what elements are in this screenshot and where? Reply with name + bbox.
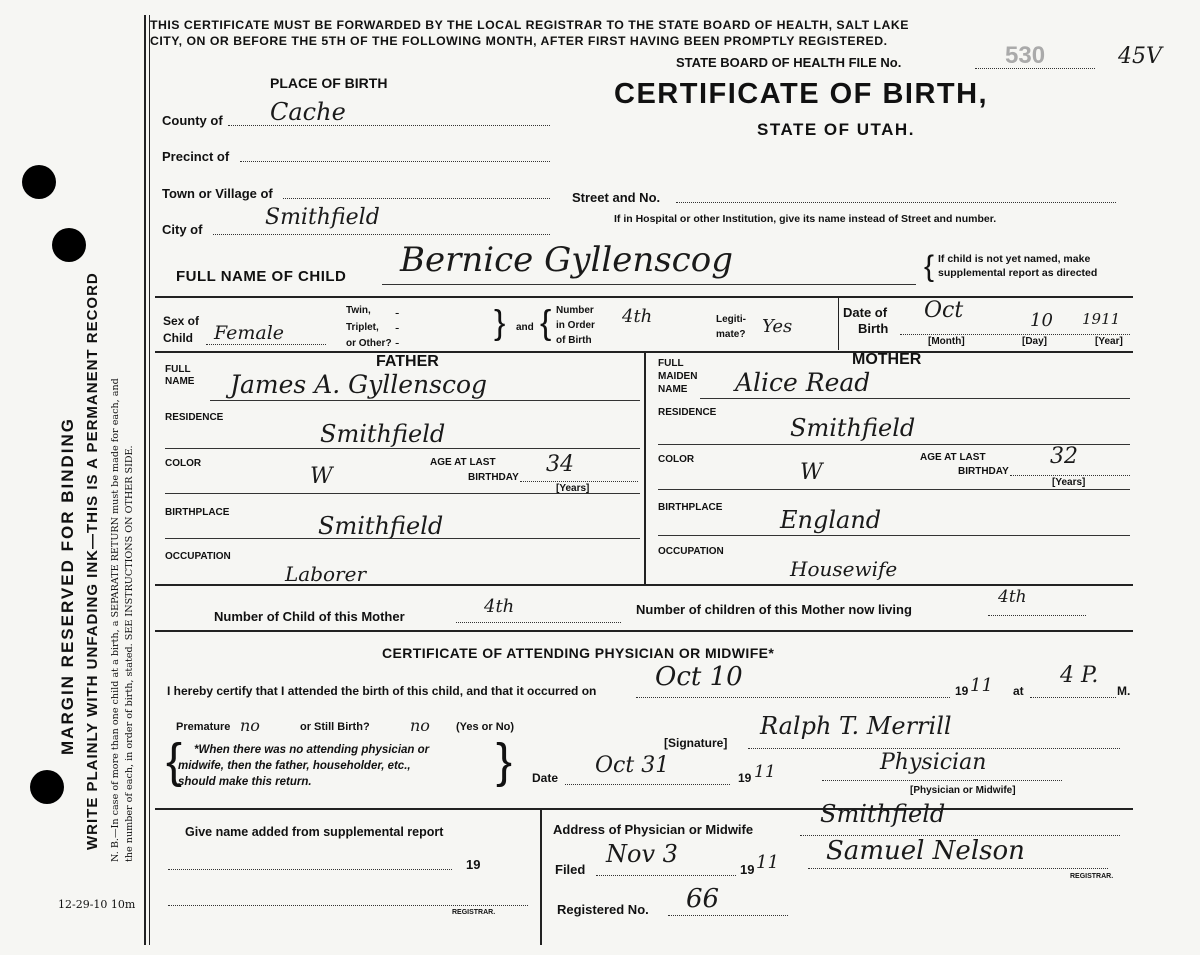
unnamed-bracket: {	[924, 250, 935, 283]
living-label: Number of children of this Mother now living	[636, 602, 912, 617]
margin-nb-line1: N. B.—In case of more than one child at a birth, a SEPARATE RETURN must be made for each, and	[110, 378, 121, 862]
date-signed-year-prefix: 19	[738, 771, 752, 785]
father-residence-value: Smithfield	[320, 420, 446, 448]
mother-birthplace-value: England	[780, 506, 882, 534]
town-label: Town or Village of	[162, 186, 273, 201]
occurred-date-line	[636, 697, 950, 698]
certificate-subtitle: STATE OF UTAH.	[757, 120, 915, 139]
child-name-line	[382, 284, 916, 285]
mother-age-line	[1010, 475, 1130, 476]
mother-name-label-3: NAME	[658, 384, 688, 395]
date-signed-line	[565, 784, 730, 785]
note-bracket-left: {	[166, 735, 183, 788]
mother-occupation-label: OCCUPATION	[658, 546, 724, 557]
county-value: Cache	[270, 98, 346, 126]
date-divider	[838, 298, 839, 350]
mother-color-line	[658, 489, 1130, 490]
stillbirth-label: or Still Birth?	[300, 721, 370, 733]
mother-birthplace-label: BIRTHPLACE	[658, 502, 723, 513]
form-code: 12-29-10 10m	[58, 898, 136, 911]
order-label-3: of Birth	[556, 335, 592, 346]
mother-occupation-value: Housewife	[790, 557, 898, 581]
father-years-caption: [Years]	[556, 483, 590, 494]
father-name-line	[210, 400, 640, 401]
street-line	[676, 202, 1116, 203]
legit-label-1: Legiti-	[716, 314, 746, 325]
twin-label-3: or Other?	[346, 338, 392, 349]
county-label: County of	[162, 113, 223, 128]
father-age-label-2: BIRTHDAY	[468, 472, 519, 483]
place-heading: PLACE OF BIRTH	[270, 75, 388, 91]
row-divider-counts	[155, 584, 1133, 586]
precinct-line	[240, 161, 550, 162]
date-label-1: Date of	[843, 305, 888, 320]
father-heading: FATHER	[376, 353, 439, 370]
note-bracket-right: }	[496, 735, 513, 788]
mother-name-label-1: FULL	[658, 358, 684, 369]
twin-dashes: - - -	[395, 305, 400, 350]
registrar-caption: REGISTRAR.	[1070, 873, 1114, 880]
physician-title-line	[822, 780, 1062, 781]
twin-label-1: Twin,	[346, 305, 371, 316]
supplemental-registrar-line	[168, 905, 528, 906]
m-label: M.	[1117, 684, 1131, 698]
living-value: 4th	[998, 587, 1027, 607]
sex-label-2: Child	[163, 331, 193, 345]
note-line-3: should make this return.	[178, 776, 312, 788]
sex-line	[206, 344, 326, 345]
hospital-note: If in Hospital or other Institution, give its name instead of Street and number.	[614, 213, 997, 225]
mother-color-value: W	[800, 460, 823, 485]
time-value: 4 P.	[1060, 663, 1099, 688]
row-divider-physician	[155, 630, 1133, 632]
father-color-line	[165, 493, 640, 494]
row-divider-filing	[155, 808, 1133, 810]
address-value: Smithfield	[820, 800, 946, 828]
town-line	[283, 198, 550, 199]
note-line-2: midwife, then the father, householder, etc.,	[178, 760, 411, 772]
margin-nb-line2: the number of each, in order of birth, stated. SEE INSTRUCTIONS ON OTHER SIDE.	[124, 445, 135, 862]
mother-name-value: Alice Read	[735, 368, 871, 397]
birth-day: 10	[1030, 310, 1053, 331]
birth-year: 1911	[1082, 310, 1121, 328]
mother-age-label-2: BIRTHDAY	[958, 466, 1009, 477]
twin-label-2: Triplet,	[346, 322, 379, 333]
year-caption: [Year]	[1095, 336, 1123, 347]
and-label: and	[516, 322, 534, 333]
legit-label-2: mate?	[716, 329, 746, 340]
file-no-value: 530	[1005, 42, 1046, 69]
living-line	[988, 615, 1086, 616]
father-age-line	[520, 481, 638, 482]
form-left-border	[144, 15, 146, 945]
street-label: Street and No.	[572, 190, 661, 205]
supplemental-registrar-caption: REGISTRAR.	[452, 909, 496, 916]
filed-year-prefix: 19	[740, 862, 755, 877]
father-color-label: COLOR	[165, 458, 202, 469]
unnamed-note-1: If child is not yet named, make	[938, 253, 1091, 265]
father-birthplace-label: BIRTHPLACE	[165, 507, 230, 518]
child-number-line	[456, 622, 621, 623]
registrar-signature: Samuel Nelson	[826, 836, 1025, 866]
order-label-1: Number	[556, 305, 594, 316]
mother-name-label-2: MAIDEN	[658, 371, 698, 382]
address-label: Address of Physician or Midwife	[553, 822, 754, 837]
city-value: Smithfield	[265, 205, 380, 230]
occurred-year-prefix: 19	[955, 684, 969, 698]
sex-value: Female	[214, 322, 285, 344]
father-occupation-label: OCCUPATION	[165, 551, 231, 562]
date-signed-year-value: 11	[754, 762, 776, 782]
registered-no-value: 66	[686, 884, 720, 914]
mother-age-value: 32	[1050, 444, 1078, 469]
signature-value: Ralph T. Merrill	[760, 712, 952, 740]
twin-bracket: }	[494, 304, 506, 342]
father-residence-label: RESIDENCE	[165, 412, 224, 423]
supplemental-label: Give name added from supplemental report	[185, 825, 444, 839]
yesno-label: (Yes or No)	[456, 721, 515, 733]
date-line	[900, 334, 1130, 335]
filed-value: Nov 3	[606, 840, 678, 868]
premature-label: Premature	[176, 721, 231, 733]
father-name-label-1: FULL	[165, 364, 191, 375]
order-value: 4th	[622, 306, 653, 327]
physician-title-value: Physician	[880, 750, 987, 775]
father-occupation-value: Laborer	[285, 562, 367, 586]
unnamed-note-2: supplemental report as directed	[938, 267, 1098, 279]
physician-heading: CERTIFICATE OF ATTENDING PHYSICIAN OR MIDWIFE*	[382, 645, 775, 661]
filed-year-value: 11	[756, 852, 779, 873]
margin-reserved-text: MARGIN RESERVED FOR BINDING	[58, 417, 77, 755]
at-label: at	[1013, 684, 1024, 698]
child-number-label: Number of Child of this Mother	[214, 609, 405, 624]
birth-month: Oct	[924, 298, 964, 323]
supplemental-year: 19	[466, 857, 481, 872]
certificate-title: CERTIFICATE OF BIRTH,	[614, 78, 989, 110]
father-birthplace-value: Smithfield	[318, 512, 444, 540]
stillbirth-value: no	[410, 716, 430, 735]
note-line-1: *When there was no attending physician or	[194, 744, 430, 756]
mother-years-caption: [Years]	[1052, 477, 1086, 488]
precinct-label: Precinct of	[162, 149, 230, 164]
time-line	[1030, 697, 1116, 698]
supplemental-line	[168, 869, 452, 870]
filing-divider	[540, 808, 542, 945]
premature-value: no	[240, 716, 260, 735]
month-caption: [Month]	[928, 336, 965, 347]
child-number-value: 4th	[484, 596, 515, 617]
date-signed-value: Oct 31	[595, 753, 670, 778]
order-label-2: in Order	[556, 320, 595, 331]
signature-line	[748, 748, 1120, 749]
father-color-value: W	[310, 464, 333, 489]
mother-color-label: COLOR	[658, 454, 695, 465]
date-signed-label: Date	[532, 771, 559, 785]
mother-residence-label: RESIDENCE	[658, 407, 717, 418]
order-bracket: {	[540, 304, 552, 342]
child-name-value: Bernice Gyllenscog	[400, 240, 733, 280]
city-label: City of	[162, 222, 203, 237]
margin-ink-text: WRITE PLAINLY WITH UNFADING INK—THIS IS A PERMANENT RECORD	[84, 272, 101, 850]
form-left-border-inner	[149, 15, 150, 945]
city-line	[213, 234, 550, 235]
day-caption: [Day]	[1022, 336, 1048, 347]
binding-hole-top	[22, 165, 56, 199]
occurred-year-value: 11	[970, 675, 993, 696]
father-name-label-2: NAME	[165, 376, 195, 387]
mother-heading: MOTHER	[852, 351, 922, 368]
legit-value: Yes	[762, 316, 793, 337]
binding-hole-middle	[52, 228, 86, 262]
certify-text: I hereby certify that I attended the birth of this child, and that it occurred on	[167, 684, 597, 698]
row-divider-top	[155, 296, 1133, 298]
date-label-2: Birth	[858, 321, 889, 336]
father-age-label-1: AGE AT LAST	[430, 457, 496, 468]
physician-title-caption: [Physician or Midwife]	[910, 785, 1016, 796]
child-name-label: FULL NAME OF CHILD	[176, 268, 347, 285]
father-residence-line	[165, 448, 640, 449]
occurred-date-value: Oct 10	[655, 662, 743, 692]
filed-label: Filed	[555, 862, 586, 877]
header-notice-line2: CITY, ON OR BEFORE THE 5TH OF THE FOLLOWING MONTH, AFTER FIRST HAVING BEEN PROMPTLY REGISTERED.	[150, 34, 888, 48]
father-age-value: 34	[546, 452, 574, 477]
parents-divider	[644, 352, 646, 584]
header-notice-line1: THIS CERTIFICATE MUST BE FORWARDED BY THE LOCAL REGISTRAR TO THE STATE BOARD OF HEALTH, SALT LAKE	[150, 18, 909, 32]
mother-birthplace-line	[658, 535, 1130, 536]
mother-residence-value: Smithfield	[790, 414, 916, 442]
file-no-label: STATE BOARD OF HEALTH FILE No.	[676, 55, 902, 70]
registered-no-line	[668, 915, 788, 916]
filed-line	[596, 875, 736, 876]
signature-label: [Signature]	[664, 736, 728, 750]
registered-no-label: Registered No.	[557, 902, 649, 917]
corner-note: 45V	[1118, 44, 1162, 69]
sex-label-1: Sex of	[163, 314, 200, 328]
binding-hole-bottom	[30, 770, 64, 804]
mother-name-line	[700, 398, 1130, 399]
mother-age-label-1: AGE AT LAST	[920, 452, 986, 463]
father-name-value: James A. Gyllenscog	[230, 370, 488, 399]
registrar-signature-line	[808, 868, 1108, 869]
